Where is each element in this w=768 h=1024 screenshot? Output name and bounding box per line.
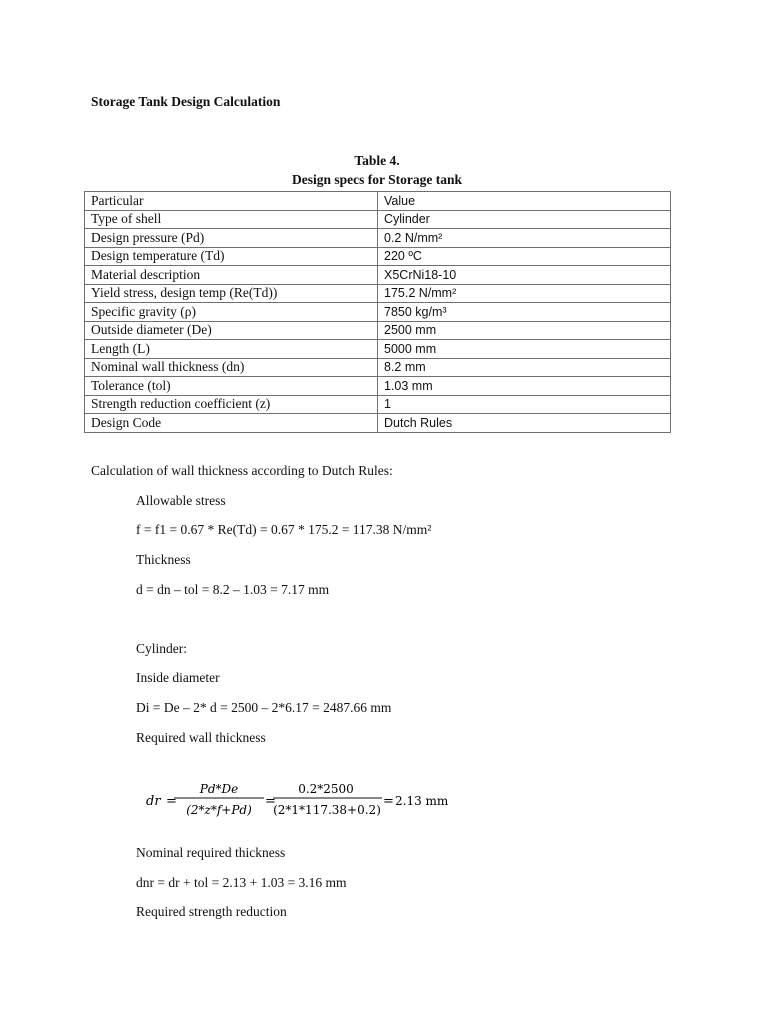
table-row bbox=[85, 377, 671, 396]
table-row bbox=[85, 358, 671, 377]
formula-equals-2: = bbox=[265, 794, 276, 809]
table-caption-title: Design specs for Storage tank bbox=[292, 172, 462, 187]
design-specs-table bbox=[84, 191, 671, 433]
document-title: Storage Tank Design Calculation bbox=[91, 94, 281, 109]
particular-cell: Design Code bbox=[85, 414, 378, 433]
particular-cell: Design temperature (Td) bbox=[85, 247, 378, 266]
particular-cell: Design pressure (Pd) bbox=[85, 229, 378, 248]
value-cell: Cylinder bbox=[378, 210, 671, 229]
value-cell: 7850 kg/m³ bbox=[378, 303, 671, 322]
particular-cell: Strength reduction coefficient (z) bbox=[85, 395, 378, 414]
value-cell: 175.2 N/mm² bbox=[378, 284, 671, 303]
calc-intro: Calculation of wall thickness according to Dutch Rules: bbox=[91, 463, 393, 478]
table-row bbox=[85, 266, 671, 285]
formula-equals-1: = bbox=[166, 794, 177, 809]
inside-diameter-equation: Di = De – 2* d = 2500 – 2*6.17 = 2487.66 mm bbox=[136, 700, 392, 715]
particular-cell: Length (L) bbox=[85, 340, 378, 359]
thickness-label: Thickness bbox=[136, 552, 191, 567]
formula-num-1: Pd*De bbox=[199, 782, 239, 796]
particular-cell: Particular bbox=[85, 192, 378, 211]
value-cell: 220 ºC bbox=[378, 247, 671, 266]
value-cell: 5000 mm bbox=[378, 340, 671, 359]
cylinder-label: Cylinder: bbox=[136, 641, 187, 656]
nominal-required-equation: dnr = dr + tol = 2.13 + 1.03 = 3.16 mm bbox=[136, 875, 347, 890]
nominal-required-label: Nominal required thickness bbox=[136, 845, 286, 860]
required-strength-label: Required strength reduction bbox=[136, 904, 287, 919]
value-cell: Dutch Rules bbox=[378, 414, 671, 433]
required-wall-label: Required wall thickness bbox=[136, 730, 266, 745]
particular-cell: Nominal wall thickness (dn) bbox=[85, 358, 378, 377]
inside-diameter-label: Inside diameter bbox=[136, 670, 220, 685]
formula-den-2: (2*1*117.38+0.2) bbox=[273, 803, 381, 817]
table-row bbox=[85, 321, 671, 340]
table-row bbox=[85, 395, 671, 414]
table-row bbox=[85, 229, 671, 248]
required-thickness-formula bbox=[146, 776, 466, 822]
particular-cell: Type of shell bbox=[85, 210, 378, 229]
allowable-stress-eq-text: f = f1 = 0.67 * Re(Td) = 0.67 * 175.2 = 117.38 N/mm² bbox=[136, 522, 432, 537]
formula-lhs: dr bbox=[146, 794, 161, 809]
particular-cell: Outside diameter (De) bbox=[85, 321, 378, 340]
particular-cell: Tolerance (tol) bbox=[85, 377, 378, 396]
table-row bbox=[85, 284, 671, 303]
value-cell: 8.2 mm bbox=[378, 358, 671, 377]
formula-num-2: 0.2*2500 bbox=[298, 782, 354, 796]
particular-cell: Specific gravity (ρ) bbox=[85, 303, 378, 322]
table-row bbox=[85, 340, 671, 359]
formula-equals-3: = bbox=[383, 794, 394, 809]
allowable-stress-label: Allowable stress bbox=[136, 493, 226, 508]
particular-cell: Material description bbox=[85, 266, 378, 285]
table-row bbox=[85, 414, 671, 433]
allowable-stress-equation bbox=[136, 522, 431, 538]
formula-den-1: (2*z*f+Pd) bbox=[186, 803, 252, 817]
formula-result: 2.13 mm bbox=[395, 794, 449, 808]
value-cell: 1.03 mm bbox=[378, 377, 671, 396]
value-cell: 1 bbox=[378, 395, 671, 414]
table-row bbox=[85, 210, 671, 229]
particular-cell: Yield stress, design temp (Re(Td)) bbox=[85, 284, 378, 303]
value-cell: Value bbox=[378, 192, 671, 211]
value-cell: 0.2 N/mm² bbox=[378, 229, 671, 248]
table-header-row bbox=[85, 192, 671, 211]
thickness-equation: d = dn – tol = 8.2 – 1.03 = 7.17 mm bbox=[136, 582, 330, 597]
value-cell: X5CrNi18-10 bbox=[378, 266, 671, 285]
table-caption-number: Table 4. bbox=[354, 153, 400, 168]
table-row bbox=[85, 303, 671, 322]
table-row bbox=[85, 247, 671, 266]
value-cell: 2500 mm bbox=[378, 321, 671, 340]
